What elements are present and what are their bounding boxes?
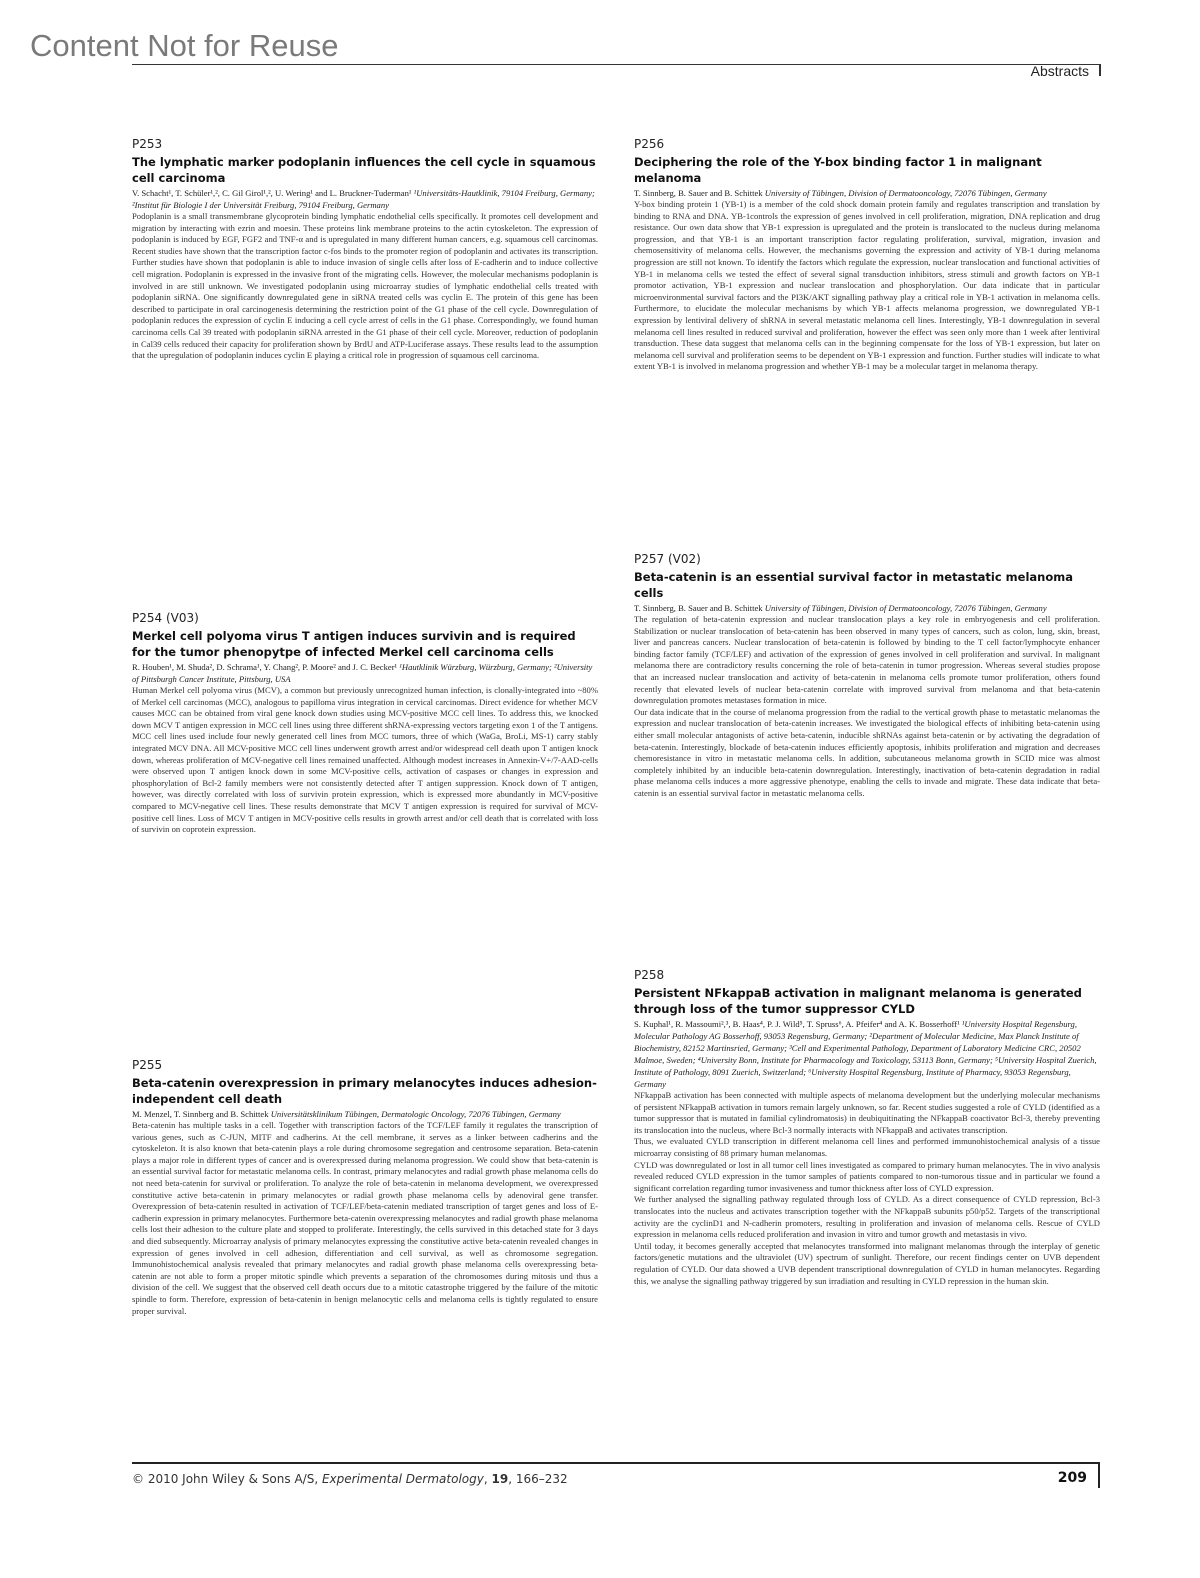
abstract-p255 [132, 1058, 598, 1317]
abstract-title: Beta-catenin overexpression in primary melanocytes induces adhesion-independent cell death [132, 1076, 597, 1106]
abstract-paragraph: Y-box binding protein 1 (YB-1) is a member of the cold shock domain protein family and regulates transcription and translation by binding to RNA and DNA. YB-1controls the expression of genes involved in cell proliferation, migration, DNA replication and drug resistance. Our own data show that YB-1 expression is upregulated and the protein is translocated to the nucleus during melanoma progression, and that YB-1 is an important transcription factor regulating proliferation, survival, migration, invasion and chemosensitivity of melanoma cells. However, the mechanisms governing the expression and activity of YB-1 during melanoma progression are still not known. To identify the factors which regulate the expression, nuclear translocation and functional activities of YB-1 in melanoma cells we tested the effect of several signal transduction inhibitors, stress stimuli and growth factors on YB-1 promotor activation, YB-1 expression and nuclear translocation and phosphorylation. Our data indicate that in particular microenvironmental survival factors and the PI3K/AKT signalling pathway play a critical role in YB-1 activation in melanoma cells. Furthermore, to elucidate the molecular mechanisms by which YB-1 affects melanoma progression, we downregulated YB-1 expression by lentiviral delivery of shRNA in several metastatic melanoma cell lines. Interestingly, YB-1 downregulation in several melanoma cell lines resulted in reduced survival and proliferation, however the effect was seen only more than 1 week after lentiviral transduction. These data suggest that melanoma cells can in the beginning compensate for the loss of YB-1 expression, but later on melanoma cell survival and proliferation seems to be dependent on YB-1 expression and function. Further studies will indicate to what extent YB-1 is involved in melanoma progression and whether YB-1 may be a molecular target in melanoma therapy. [634, 199, 1100, 372]
footer-rule-tick [1098, 1462, 1100, 1488]
section-label: Abstracts [1030, 63, 1089, 79]
affiliation: ¹Hautklinik Würzburg, Würzburg, Germany; ²University of Pittsburgh Cancer Institute, Pittsburg, USA [132, 662, 593, 684]
author-list: T. Sinnberg, B. Sauer and B. Schittek [634, 603, 763, 613]
abstract-paragraph: Our data indicate that in the course of melanoma progression from the radial to the vertical growth phase to metastatic melanomas the expression and nuclear translocation of beta-catenin increases. We investigated the biological effects of inhibiting beta-catenin using either small molecular antagonists of active beta-catenin, inducible shRNAs against beta-catenin or by activating the degradation of beta-catenin. Interestingly, blockade of beta-catenin induces efficiently apoptosis, inhibits proliferation and migration and decreases chemoresistance in vitro in metastatic melanoma cells. In addition, subcutaneous melanoma growth in SCID mice was almost completely inhibited by an inducible beta-catenin downregulation. Interestingly, inactivation of beta-catenin degradation in radial phase melanoma cells induces a more aggressive phenotype, enabling the cells to invade and migrate. These data indicate that beta-catenin is an essential survival factor in metastatic melanoma cells. [634, 706, 1100, 798]
abstract-p253 [132, 137, 598, 362]
journal-volume: 19 [491, 1472, 509, 1486]
page-number: 209 [1057, 1470, 1087, 1486]
abstract-paragraph: NFkappaB activation has been connected with multiple aspects of melanoma development but the underlying molecular mechanisms of persistent NFkappaB activation in tumors remain largely unknown, so far. Recent studies suggested a role of CYLD (identified as a tumor suppressor that is mutated in familial cylindromatosis) in deubiquitinating the NFkappaB coactivator Bcl-3, thereby preventing its translocation into the nucleus, where Bcl-3 normally interacts with NFkappaB and activates transcription. [634, 1090, 1100, 1135]
author-list: T. Sinnberg, B. Sauer and B. Schittek [634, 188, 763, 198]
journal-pages: , 166–232 [508, 1472, 568, 1486]
abstract-authors [132, 1108, 598, 1120]
abstract-authors [634, 602, 1100, 614]
abstract-code: P258 [634, 968, 665, 982]
abstract-p256 [634, 137, 1100, 373]
abstract-title: Merkel cell polyoma virus T antigen induces survivin and is required for the tumor phenopytpe of infected Merkel cell carcinoma cells [132, 629, 576, 659]
journal-name: Experimental Dermatology [321, 1472, 484, 1486]
abstract-authors [634, 1018, 1100, 1090]
abstract-paragraph: Podoplanin is a small transmembrane glycoprotein binding lymphatic endothelial cells specifically. It promotes cell development and migration by interacting with ezrin and moesin. These proteins link membrane proteins to the actin cytoskeleton. The expression of podoplanin is induced by EGF, FGF2 and TNF-α and is upregulated in many different human cancers, e.g. squamous cell carcinomas. Recent studies have shown that the transcription factor c-fos binds to the promoter region of podoplanin and activates its transcription. Further studies have shown that podoplanin is able to induce invasion of single cells after loss of E-cadherin and to induce collective cell migration. Podoplanin is expressed in the invasive front of the migrating cells. However, the molecular mechanisms podoplanin is involved in are still unknown. We investigated podoplanin using microarray studies of lymphatic endothelial cells treated with podoplanin siRNA. One significantly downregulated gene in siRNA treated cells was cyclin E. The protein of this gene has been described to participate in oral carcinogenesis determining the restriction point of the G1 phase of the cell cycle. Downregulation of podoplanin reduces the expression of cyclin E inducing a cell cycle arrest of cells in the G1 phase. Correspondingly, we found human carcinoma cells Cal 39 treated with podoplanin siRNA arrested in the G1 phase of their cell cycle. Moreover, reduction of podoplanin in Cal39 cells reduced their capacity for proliferation shown by BrdU and ATP-Luciferase assays. These results lead to the assumption that the upregulation of podoplanin induces cyclin E playing a critical role in progression of squamous cell carcinoma. [132, 211, 598, 361]
abstract-paragraph: Human Merkel cell polyoma virus (MCV), a common but previously unrecognized human infection, is clonally-integrated into ~80% of Merkel cell carcinomas (MCC), analogous to papilloma virus integration in cervical carcinomas. Direct evidence for whether MCV causes MCC can be obtained from viral gene knock down studies using MCV-positive MCC cell lines. To address this, we knocked down MCV T antigen expression in MCC cell lines using three different shRNA-expressing vectors targeting exon 1 of the T antigens. MCC cell lines used include four newly generated cell lines from MCC tumors, three of which (WaGa, BroLi, MS-1) carry stably integrated MCV DNA. All MCV-positive MCC cell lines underwent growth arrest and/or widespread cell death upon T antigen knock down, whereas proliferation of MCV-negative cell lines remained unaffected. Although modest increases in Annexin-V+/7-AAD-cells were observed upon T antigen knock down in some MCV-positive cells, activation of caspases or changes in expression and phosphorylation of Bcl-2 family members were not consistently detected after T antigen suppression. Knock down of T antigen, however, was directly correlated with loss of survivin protein expression, which is expressed more abundantly in MCV-positive compared to MCV-negative cell lines. These results demonstrate that MCV T antigen expression is required for survival of MCV-positive cell lines. Loss of MCV T antigen in MCV-positive cells results in growth arrest and/or cell death that is correlated with loss of survivin on coprotein expression. [132, 685, 598, 835]
author-list: R. Houben¹, M. Shuda², D. Schrama¹, Y. Chang², P. Moore² and J. C. Becker¹ [132, 662, 398, 672]
copyright-text: © 2010 John Wiley & Sons A/S, [132, 1472, 319, 1486]
header-rule [132, 64, 1100, 65]
affiliation: ¹University Hospital Regensburg, Molecular Pathology AG Bosserhoff, 93053 Regensburg, Germany; ²Department of Molecular Medicine, Max Planck Institute of Biochemistry, 82152 Martinsried, Germany; ³Cell and Experimental Pathology, Department of Laboratory Medicine CRC, 20502 Malmoe, Sweden; ⁴University Bonn, Institute for Pharmacology and Toxicology, 53113 Bonn, Germany; ⁵University Hospital Zuerich, Institute of Pathology, 8091 Zuerich, Switzerland; ⁶University Hospital Regensburg, Institute of Pharmacy, 93053 Regensburg, Germany [634, 1019, 1097, 1089]
footer-citation: © 2010 John Wiley & Sons A/S, Experimental Dermatology, 19, 166–232 [132, 1472, 568, 1486]
watermark-text: Content Not for Reuse [30, 28, 339, 63]
abstract-paragraph: Beta-catenin has multiple tasks in a cell. Together with transcription factors of the TCF/LEF family it regulates the transcription of various genes, such as C-JUN, MITF and cadherins. At the cell membrane, it serves as a linker between cadherins and the cytoskeleton. It is also known that beta-catenin plays a role during chromosome segregation and centrosome separation. Beta-catenin plays a major role in different types of cancer and is overexpressed during melanoma progression. We could show that beta-catenin is an essential survival factor for metastatic melanoma cells. In contrast, primary melanocytes and radial growth phase melanoma cells do not need beta-catenin for survival or proliferation. To analyze the role of beta-catenin in melanoma development, we overexpressed constitutive active beta-catenin in primary melanocytes or radial growth phase melanoma cells by adenoviral gene transfer. Overexpression of beta-catenin resulted in activation of TCF/LEF/beta-catenin mediated transcription of target genes and loss of E-cadherin expression in primary melanocytes. Furthermore beta-catenin overexpressing melanocytes and radial growth phase melanoma cells lost their adhesion to the culture plate and stopped to proliferate. Interestingly, the cells survived in this detached state for 3 days and died subsequently. Microarray analysis of primary melanocytes expressing the constitutive active beta-catenin revealed changes in expression of genes involved in cell adhesion, differentiation and cell survival, as well as chromosome segregation. Immunohistochemical analysis revealed that primary melanocytes and radial growth phase melanoma cells overexpressing beta-catenin are not able to form a proper mitotic spindle which prevents a separation of the chromosomes during mitosis und thus a division of the cell. We suggest that the observed cell death occurs due to a mitotic catastrophe triggered by the failure of the mitotic spindle to form. Therefore, expression of beta-catenin in benign melanocytic cells and melanoma cells is tightly regulated to ensure proper survival. [132, 1120, 598, 1316]
abstract-p254 [132, 611, 598, 836]
abstract-paragraph: The regulation of beta-catenin expression and nuclear translocation plays a key role in embryogenesis and cell proliferation. Stabilization or nuclear translocation of beta-catenin has been observed in many types of cancers, such as colon, lung, skin, breast, liver and pancreas cancers. Nuclear translocation of beta-catenin is followed by binding to the T cell factor/lymphocyte enhancer binding factor family (TCF/LEF) and activation of the expression of genes involved in cell proliferation and survival. In malignant melanoma there are contradictory results concerning the role of beta-catenin in tumor progression. Whereas several studies propose that an increased nuclear translocation and activity of beta-catenin in melanoma cells promote tumor proliferation, others found recently that elevated levels of nuclear beta-catenin correlate with improved survival from melanoma and that beta-catenin downregulation promotes metastases formation in mice. [634, 614, 1100, 706]
author-list: V. Schacht¹, T. Schüler¹,², C. Gil Girol¹,², U. Wering¹ and L. Bruckner-Tuderman¹ [132, 188, 412, 198]
affiliation: ¹Universitäts-Hautklinik, 79104 Freiburg, Germany; ²Institut für Biologie I der Universität Freiburg, 79104 Freiburg, Germany [132, 188, 595, 210]
abstract-paragraph: Thus, we evaluated CYLD transcription in different melanoma cell lines and performed immunohistochemical analysis of a tissue microarray consisting of 88 primary human melanomas. [634, 1136, 1100, 1158]
abstract-paragraph: We further analysed the signalling pathway regulated through loss of CYLD. As a direct consequence of CYLD repression, Bcl-3 translocates into the nucleus and activates transcription together with the NFkappaB subunits p50/p52. Targets of the transcriptional activity are the cyclinD1 and N-cadherin promoters, resulting in proliferation and invasion of melanoma cells. Rescue of CYLD expression in melanoma cells reduced proliferation and invasion in vitro and tumor growth and metastasis in vivo. [634, 1194, 1100, 1240]
abstract-p258 [634, 968, 1100, 1287]
abstract-title: Deciphering the role of the Y-box binding factor 1 in malignant melanoma [634, 155, 1042, 185]
abstract-authors [634, 187, 1100, 199]
header-rule-tick [1099, 64, 1101, 76]
author-list: M. Menzel, T. Sinnberg and B. Schittek [132, 1109, 269, 1119]
affiliation: University of Tübingen, Division of Dermatooncology, 72076 Tübingen, Germany [764, 188, 1047, 198]
abstract-title: Persistent NFkappaB activation in malignant melanoma is generated through loss of the tumor suppressor CYLD [634, 986, 1082, 1016]
abstract-title: The lymphatic marker podoplanin influences the cell cycle in squamous cell carcinoma [132, 155, 596, 185]
abstract-code: P255 [132, 1058, 163, 1072]
abstract-code: P253 [132, 137, 163, 151]
author-list: S. Kuphal¹, R. Massoumi²,³, B. Haas⁴, P. J. Wild⁵, T. Spruss⁶, A. Pfeifer⁴ and A. K. Bosserhoff¹ [634, 1019, 960, 1029]
abstract-code: P257 (V02) [634, 552, 701, 566]
abstract-authors [132, 661, 598, 685]
abstract-title: Beta-catenin is an essential survival factor in metastatic melanoma cells [634, 570, 1073, 600]
abstract-authors [132, 187, 598, 211]
abstract-code: P254 (V03) [132, 611, 199, 625]
affiliation: Universitätsklinikum Tübingen, Dermatologic Oncology, 72076 Tübingen, Germany [270, 1109, 561, 1119]
affiliation: University of Tübingen, Division of Dermatooncology, 72076 Tübingen, Germany [764, 603, 1047, 613]
abstract-code: P256 [634, 137, 665, 151]
abstract-paragraph: CYLD was downregulated or lost in all tumor cell lines investigated as compared to primary human melanocytes. The in vivo analysis revealed reduced CYLD expression in the tumor samples of patients compared to non-tumorous tissue and in particular we found a significant correlation regarding tumor invasiveness and tumor thickness after loss of CYLD expression. [634, 1159, 1100, 1193]
footer-rule [132, 1462, 1100, 1464]
abstract-p257 [634, 552, 1100, 800]
abstract-paragraph: Until today, it becomes generally accepted that melanocytes transformed into malignant melanomas through the interplay of genetic factors/genetic mutations and the ultraviolet (UV) spectrum of sunlight. Therefore, our recent findings center on UVB dependent regulation of CYLD. Our data showed a UVB dependent transcriptional downregulation of CYLD in human melanocytes. Regarding this, we analyse the signalling pathway triggered by sun irradiation and resulting in CYLD repression in the human skin. [634, 1240, 1100, 1286]
